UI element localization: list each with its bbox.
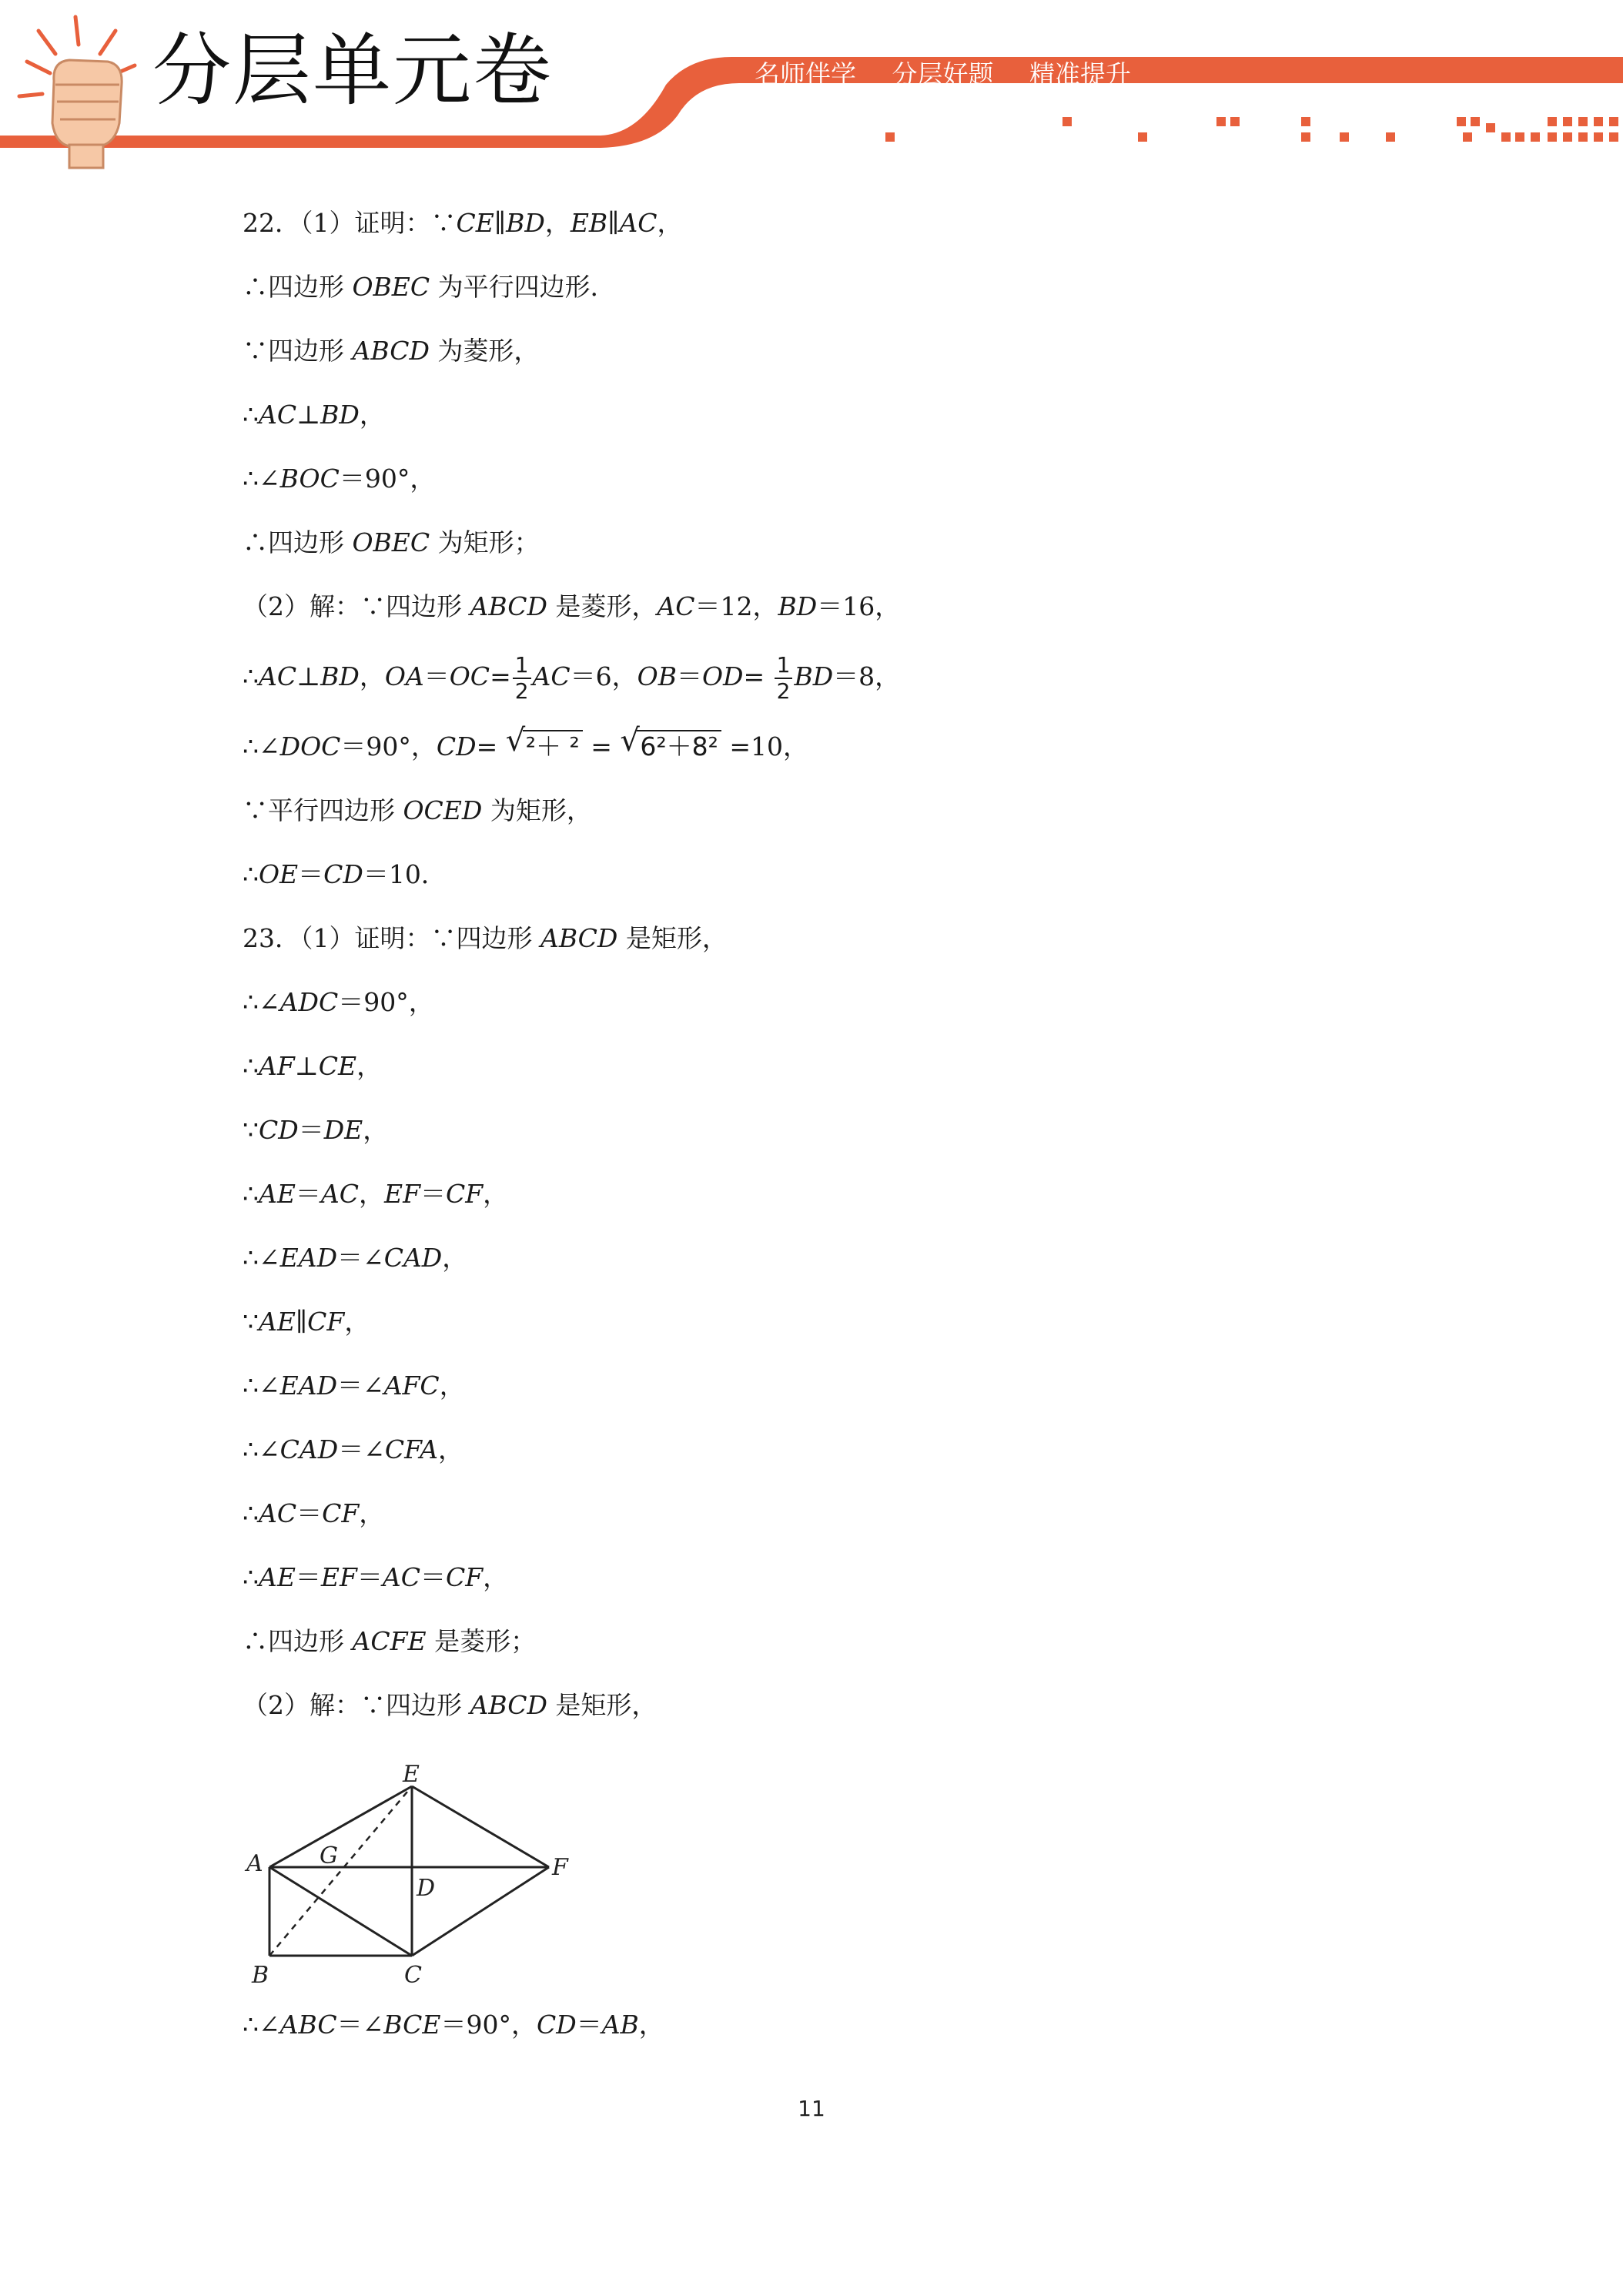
radicand: 6²＋8² (637, 730, 721, 762)
solution-line (243, 591, 900, 622)
math-variable: EAD (279, 1243, 338, 1273)
math-variable: ABCD (470, 591, 547, 621)
text-run: ＝90°， (338, 987, 434, 1017)
point-label-c: C (404, 1962, 422, 1989)
text-run: ∵ (243, 1307, 259, 1337)
solution-line (243, 272, 616, 303)
point-label-b: B (252, 1962, 269, 1989)
math-variable: CD (436, 731, 477, 761)
solution-line (243, 208, 683, 239)
text-run: ＝90°， (440, 2010, 537, 2040)
math-variable: OBEC (352, 527, 430, 557)
fraction-numerator: 1 (513, 654, 531, 679)
text-run: ， (344, 1307, 370, 1337)
text-run: = (743, 661, 773, 691)
solution-line (243, 1371, 465, 1401)
text-run: ∵平行四边形 (243, 795, 403, 825)
math-variable: CF (446, 1179, 484, 1209)
math-variable: AC (657, 591, 695, 621)
text-run: ∴∠ (243, 2010, 280, 2040)
math-variable: OD (701, 661, 744, 691)
text-run: ∴ (243, 400, 259, 430)
math-variable: BD (320, 661, 360, 691)
text-run: ＝90°， (340, 731, 437, 761)
math-variable: CE (456, 208, 494, 238)
text-run: =10， (721, 731, 808, 761)
text-run: 为矩形； (430, 527, 540, 557)
math-variable: ADC (279, 987, 339, 1017)
text-run: 为菱形， (429, 336, 540, 366)
math-variable: CAD (279, 1434, 339, 1464)
math-variable: OCED (403, 795, 483, 825)
text-run: ， (657, 208, 683, 238)
math-variable: ABCD (470, 1690, 547, 1720)
text-run: 是菱形， (547, 591, 658, 621)
solution-line (243, 1243, 467, 1274)
text-run: 为平行四边形． (430, 272, 616, 302)
text-run: ， (638, 2010, 664, 2040)
fraction-denominator: 2 (514, 678, 529, 704)
text-run: ＝ (295, 1179, 321, 1209)
math-variable: AC (259, 1498, 297, 1528)
text-run: ， (363, 1115, 389, 1145)
text-run: ＝∠ (338, 1434, 385, 1464)
solution-line (243, 2010, 664, 2040)
math-variable: BD (320, 400, 360, 430)
text-run: ＝∠ (337, 1371, 384, 1401)
point-label-a: A (246, 1850, 263, 1877)
math-variable: BD (506, 208, 545, 238)
solution-line (243, 1115, 388, 1146)
math-variable: OC (449, 661, 490, 691)
solution-line (243, 1498, 384, 1529)
text-run: ∴ (243, 1051, 259, 1081)
text-run: ＝ (420, 1179, 447, 1209)
radicand: ²＋ ² (523, 730, 583, 762)
text-run: ， (442, 1243, 468, 1273)
header-slogan (755, 59, 1159, 89)
text-run: ＝ (676, 661, 702, 691)
solution-line (243, 795, 592, 826)
text-run: ＝ (576, 2010, 602, 2040)
text-run: ， (359, 661, 385, 691)
text-run: 是矩形， (617, 923, 728, 953)
math-variable: CD (323, 859, 363, 889)
solution-line (243, 527, 540, 558)
text-run: ∴∠ (243, 1371, 280, 1401)
math-variable: ABCD (540, 923, 618, 953)
math-variable: AE (259, 1307, 296, 1337)
text-run: ＝ (298, 859, 324, 889)
math-variable: CF (446, 1562, 484, 1592)
math-variable: AC (259, 400, 297, 430)
text-run: ∴∠ (243, 731, 280, 761)
text-run: ＝12， (694, 591, 778, 621)
brand-title: 分层单元卷 (152, 25, 553, 117)
solution-line (243, 1307, 370, 1337)
math-variable: AC (619, 208, 658, 238)
text-run: 是菱形； (426, 1626, 537, 1656)
solution-line (243, 336, 539, 366)
fraction (775, 654, 793, 702)
text-run: ＝ (295, 1562, 321, 1592)
geometry-figure (243, 1763, 581, 1994)
text-run: ∵ (243, 1115, 259, 1145)
text-run: ∴ (243, 1562, 259, 1592)
text-run: ∴∠ (243, 1434, 280, 1464)
slogan-item: 名师伴学 (755, 59, 856, 89)
solution-line (243, 923, 728, 954)
math-variable: EF (320, 1562, 357, 1592)
fist-icon (8, 8, 154, 169)
page-header (0, 0, 1623, 169)
math-variable: AF (259, 1051, 295, 1081)
text-run: ， (483, 1562, 509, 1592)
math-variable: CF (322, 1498, 360, 1528)
math-variable: OE (259, 859, 299, 889)
math-variable: AFC (383, 1371, 440, 1401)
text-run: ， (359, 1179, 385, 1209)
point-label-e: E (403, 1763, 420, 1788)
math-variable: AB (601, 2010, 639, 2040)
text-run: ∴ (243, 859, 259, 889)
text-run: ＝16， (817, 591, 901, 621)
text-run: ∴ (243, 661, 259, 691)
point-label-f: F (552, 1854, 568, 1881)
text-run: ， (359, 1498, 385, 1528)
text-run: ， (437, 1434, 463, 1464)
fraction (513, 654, 531, 702)
solution-line (243, 1051, 382, 1082)
text-run: ∴四边形 (243, 272, 353, 302)
text-run: ＝10． (363, 859, 447, 889)
solution-line (243, 464, 435, 494)
math-variable: EB (570, 208, 608, 238)
math-variable: AE (259, 1562, 296, 1592)
math-variable: AC (320, 1179, 360, 1209)
text-run: 22．（1）证明：∵ (243, 208, 457, 238)
solution-line (243, 1690, 657, 1721)
text-run: ⊥ (296, 661, 321, 691)
math-variable: OBEC (352, 272, 430, 302)
text-run: ＝ (298, 1115, 324, 1145)
text-run: ＝ (296, 1498, 323, 1528)
solution-line (243, 859, 447, 890)
text-run: = (476, 731, 506, 761)
math-variable: AE (259, 1179, 296, 1209)
page-number: 11 (798, 2096, 825, 2121)
text-run: ， (359, 400, 385, 430)
square-root: √ ²＋ ² (506, 730, 583, 762)
math-variable: BD (794, 661, 834, 691)
text-run: ， (439, 1371, 465, 1401)
math-variable: AC (259, 661, 297, 691)
math-variable: CD (536, 2010, 577, 2040)
text-run: ∴ (243, 1179, 259, 1209)
text-run: ∴ (243, 1498, 259, 1528)
point-label-g: G (320, 1842, 338, 1869)
math-variable: BOC (279, 464, 340, 494)
solution-line (243, 1434, 463, 1465)
text-run: ＝∠ (336, 2010, 384, 2040)
text-run: ＝ (356, 1562, 383, 1592)
solution-line (243, 987, 434, 1018)
text-run: ＝8， (833, 661, 901, 691)
math-variable: ABC (279, 2010, 337, 2040)
math-variable: AC (532, 661, 571, 691)
text-run: ， (544, 208, 571, 238)
math-variable: DOC (279, 731, 341, 761)
solution-line (243, 723, 808, 762)
text-run: ＝ (423, 661, 450, 691)
text-run: = (582, 731, 621, 761)
math-variable: BCE (383, 2010, 441, 2040)
text-run: 为矩形， (482, 795, 592, 825)
text-run: ＝6， (570, 661, 637, 691)
text-run: ＝ (420, 1562, 447, 1592)
math-variable: OA (384, 661, 424, 691)
text-run: ∴∠ (243, 1243, 280, 1273)
math-variable: CE (318, 1051, 357, 1081)
math-variable: CAD (383, 1243, 443, 1273)
text-run: = (490, 661, 511, 691)
solution-line (243, 1626, 536, 1657)
slogan-item: 精准提升 (1029, 59, 1131, 89)
solution-line (243, 1179, 508, 1210)
fraction-numerator: 1 (775, 654, 793, 679)
math-variable: DE (323, 1115, 363, 1145)
math-variable: BD (778, 591, 818, 621)
math-variable: EF (384, 1179, 421, 1209)
text-run: ＝90°， (339, 464, 436, 494)
point-label-d: D (417, 1875, 436, 1902)
text-run: 是矩形， (547, 1690, 658, 1720)
text-run: ⊥ (296, 400, 321, 430)
solution-line (243, 654, 900, 702)
solution-line (243, 1562, 508, 1593)
text-run: ∴四边形 (243, 527, 353, 557)
math-variable: AC (382, 1562, 421, 1592)
math-variable: CFA (384, 1434, 438, 1464)
text-run: ∥ (607, 208, 620, 238)
math-variable: ACFE (352, 1626, 427, 1656)
text-run: ， (483, 1179, 509, 1209)
slogan-item: 分层好题 (892, 59, 994, 89)
text-run: （2）解：∵四边形 (243, 1690, 470, 1720)
text-run: ⊥ (294, 1051, 319, 1081)
math-variable: ABCD (352, 336, 430, 366)
math-variable: CD (259, 1115, 299, 1145)
solution-line (243, 400, 385, 430)
square-root: √ 6²＋8² (620, 730, 721, 762)
text-run: （2）解：∵四边形 (243, 591, 470, 621)
math-variable: EAD (279, 1371, 338, 1401)
text-run: ∥ (494, 208, 507, 238)
text-run: ， (356, 1051, 383, 1081)
text-run: ∥ (295, 1307, 308, 1337)
math-variable: OB (637, 661, 677, 691)
text-run: 23．（1）证明：∵四边形 (243, 923, 540, 953)
text-run: ∴四边形 (243, 1626, 353, 1656)
text-run: ∴∠ (243, 464, 280, 494)
text-run: ＝∠ (337, 1243, 384, 1273)
math-variable: CF (307, 1307, 345, 1337)
text-run: ∴∠ (243, 987, 280, 1017)
text-run: ∵四边形 (243, 336, 353, 366)
fraction-denominator: 2 (776, 678, 791, 704)
